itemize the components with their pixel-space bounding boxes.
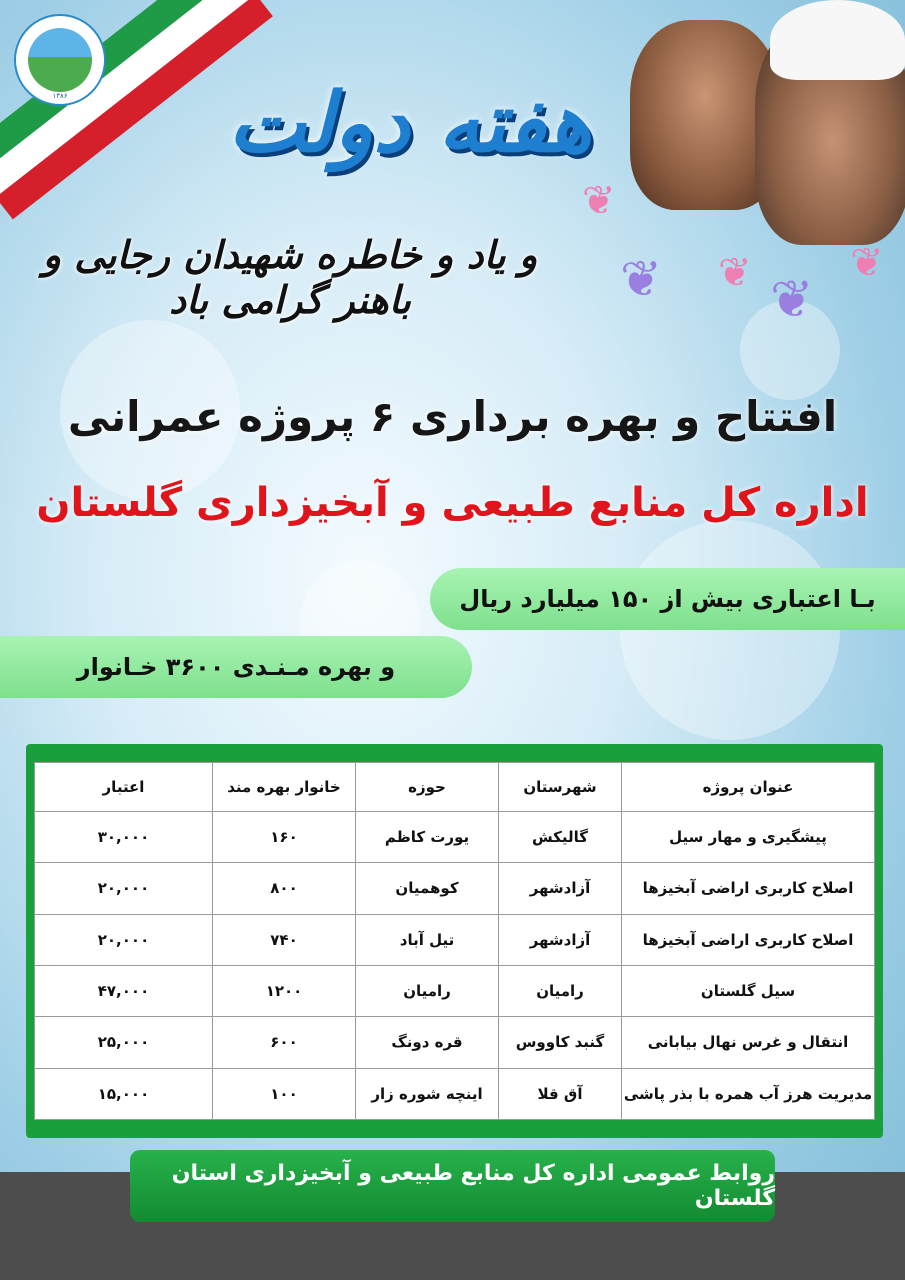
cell-project-title: سیل گلستان xyxy=(622,965,875,1016)
cell-area: اینچه شوره زار xyxy=(356,1068,499,1119)
header-area: حوزه xyxy=(356,763,499,812)
table-row xyxy=(35,914,875,965)
cell-county: گنبد کاووس xyxy=(499,1017,622,1068)
cell-credit: ۲۰,۰۰۰ xyxy=(35,914,213,965)
cell-project-title: پیشگیری و مهار سیل xyxy=(622,812,875,863)
cell-area: رامیان xyxy=(356,965,499,1016)
butterfly-icon: ❦ xyxy=(718,250,752,296)
organization-headline: اداره کل منابع طبیعی و آبخیزداری گلستان xyxy=(36,480,869,526)
cell-households: ۸۰۰ xyxy=(213,863,356,914)
cell-project-title: اصلاح کاربری اراضی آبخیزها xyxy=(622,914,875,965)
cell-project-title: انتقال و غرس نهال بیابانی xyxy=(622,1017,875,1068)
footer-text: روابط عمومی اداره کل منابع طبیعی و آبخیزداری استان گلستان xyxy=(171,1161,775,1211)
cell-credit: ۴۷,۰۰۰ xyxy=(35,965,213,1016)
cell-county: گالیکش xyxy=(499,812,622,863)
table-header-row xyxy=(35,763,875,812)
cell-credit: ۲۵,۰۰۰ xyxy=(35,1017,213,1068)
cell-area: قره دونگ xyxy=(356,1017,499,1068)
header-project-title: عنوان پروژه xyxy=(622,763,875,812)
header-households: خانوار بهره مند xyxy=(213,763,356,812)
poster-subtitle: و یاد و خاطره شهیدان رجایی و باهنر گرامی باد xyxy=(42,232,538,322)
cell-county: رامیان xyxy=(499,965,622,1016)
organization-logo xyxy=(14,14,106,106)
header-county: شهرستان xyxy=(499,763,622,812)
projects-table-container xyxy=(34,762,875,1120)
butterfly-icon: ❦ xyxy=(770,270,814,330)
cell-households: ۱۰۰ xyxy=(213,1068,356,1119)
cell-county: آزادشهر xyxy=(499,914,622,965)
butterfly-icon: ❦ xyxy=(620,250,662,308)
cell-households: ۶۰۰ xyxy=(213,1017,356,1068)
cell-households: ۷۴۰ xyxy=(213,914,356,965)
header-credit: اعتبار xyxy=(35,763,213,812)
cell-project-title: اصلاح کاربری اراضی آبخیزها xyxy=(622,863,875,914)
logo-caption: ۱۳۸۶ xyxy=(52,92,68,100)
table-row xyxy=(35,812,875,863)
poster-title: هفته دولت xyxy=(228,75,592,171)
cell-area: تیل آباد xyxy=(356,914,499,965)
cell-area: کوهمیان xyxy=(356,863,499,914)
budget-text: بـا اعتباری بیش از ۱۵۰ میلیارد ریال xyxy=(459,585,876,613)
cell-households: ۱۲۰۰ xyxy=(213,965,356,1016)
cell-county: آزادشهر xyxy=(499,863,622,914)
cell-area: یورت کاظم xyxy=(356,812,499,863)
projects-table-frame xyxy=(26,744,883,1138)
cell-households: ۱۶۰ xyxy=(213,812,356,863)
cell-credit: ۲۰,۰۰۰ xyxy=(35,863,213,914)
mountain-forest-icon xyxy=(28,28,92,92)
butterfly-icon: ❦ xyxy=(850,240,884,286)
cell-credit: ۳۰,۰۰۰ xyxy=(35,812,213,863)
table-row xyxy=(35,1068,875,1119)
butterfly-icon: ❦ xyxy=(582,178,616,224)
cell-county: آق قلا xyxy=(499,1068,622,1119)
beneficiaries-text: و بهره مـنـدی ۳۶۰۰ خـانوار xyxy=(76,653,396,681)
footer-banner xyxy=(130,1150,775,1222)
table-row xyxy=(35,1017,875,1068)
cell-project-title: مدیریت هرز آب همره با بذر پاشی xyxy=(622,1068,875,1119)
budget-pill xyxy=(430,568,905,630)
turban-shape xyxy=(770,0,905,80)
table-row xyxy=(35,965,875,1016)
main-headline: افتتاح و بهره برداری ۶ پروژه عمرانی xyxy=(67,392,838,441)
projects-table xyxy=(34,762,875,1120)
beneficiaries-pill xyxy=(0,636,472,698)
table-row xyxy=(35,863,875,914)
bokeh-decoration xyxy=(620,520,840,740)
cell-credit: ۱۵,۰۰۰ xyxy=(35,1068,213,1119)
iran-emblem-icon: ☫ xyxy=(110,100,130,125)
